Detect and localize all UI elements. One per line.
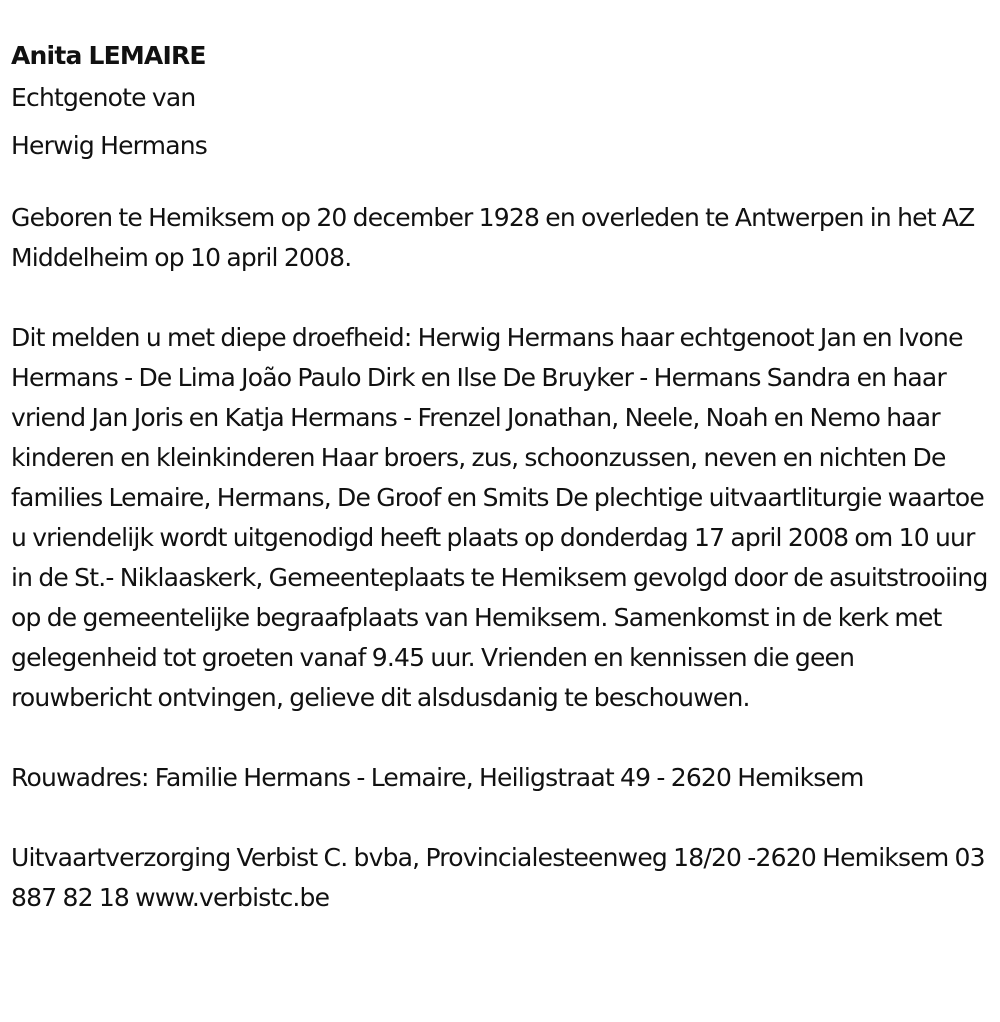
announcement-paragraph: Dit melden u met diepe droefheid: Herwig Hermans haar echtgenoot Jan en Ivone Hermans - De Lima João Paulo Dirk en Ilse De Bruyker - Hermans Sandra en haar vriend Jan Joris en Katja Hermans - Frenzel Jonathan, Neele, Noah en Nemo haar kinderen en kleinkinderen Haar broers, zus, schoonzussen, neven en nichten De families Lemaire, Hermans, De Groof en Smits De plechtige uitvaartliturgie waartoe u vriendelijk wordt uitgenodigd heeft plaats op donderdag 17 april 2008 om 10 uur in de St.- Niklaaskerk, Gemeenteplaats te Hemiksem gevolgd door de asuitstrooiing op de gemeentelijke begraafplaats van Hemiksem. Samenkomst in de kerk met gelegenheid tot groeten vanaf 9.45 uur. Vrienden en kennissen die geen rouwbericht ontvingen, gelieve dit alsdusdanig te beschouwen. (11, 323, 988, 712)
spouse-name: Herwig Hermans (11, 131, 208, 160)
mourning-address: Rouwadres: Familie Hermans - Lemaire, Heiligstraat 49 - 2620 Hemiksem (11, 763, 864, 792)
funeral-director-info: Uitvaartverzorging Verbist C. bvba, Provincialesteenweg 18/20 -2620 Hemiksem 03 887 82 18 www.verbistc.be (11, 843, 985, 912)
obituary-notice (11, 38, 996, 918)
birth-death-paragraph: Geboren te Hemiksem op 20 december 1928 en overleden te Antwerpen in het AZ Middelheim op 10 april 2008. (11, 203, 975, 272)
deceased-name: Anita LEMAIRE (11, 41, 206, 70)
relation-label: Echtgenote van (11, 83, 196, 112)
